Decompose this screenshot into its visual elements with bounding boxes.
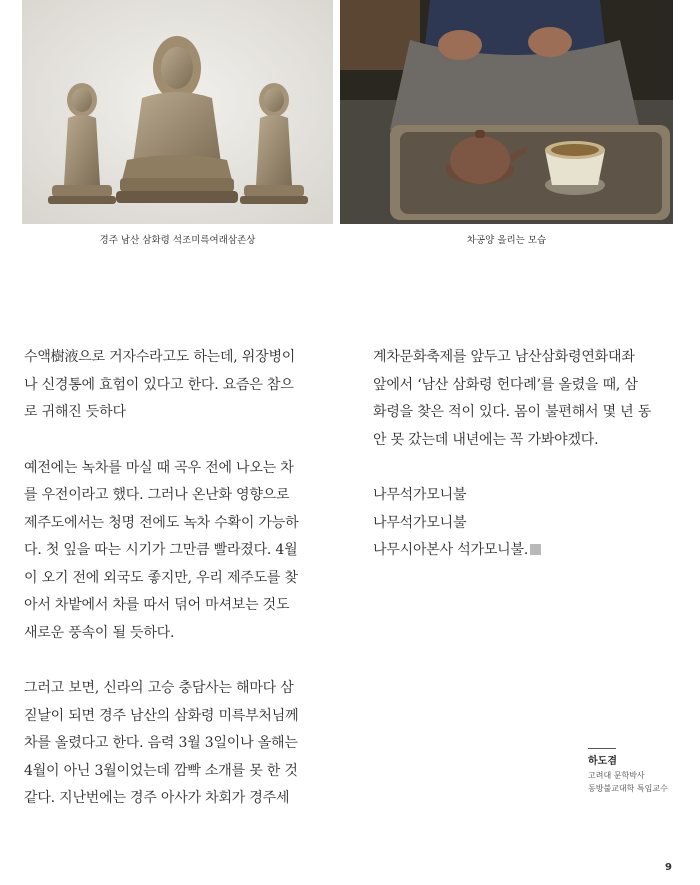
author-name: 하도겸 bbox=[588, 756, 617, 767]
body-line-last bbox=[373, 537, 651, 565]
right-photo-caption: 차공양 올리는 모습 bbox=[466, 235, 547, 246]
author-block bbox=[588, 748, 668, 795]
left-photo-caption: 경주 남산 삼화령 석조미륵여래삼존상 bbox=[99, 235, 256, 246]
body-line: 같다. 지난번에는 경주 아사가 차회가 경주세 bbox=[24, 790, 290, 806]
tea-cup bbox=[545, 141, 605, 195]
body-line: 아서 차밭에서 차를 따서 덖어 마셔보는 것도 bbox=[24, 597, 290, 613]
body-line: 나무석가모니불 bbox=[373, 514, 467, 531]
body-line: 제주도에서는 청명 전에도 녹차 수확이 가능하 bbox=[24, 514, 299, 531]
body-line: 4월이 아닌 3월이었는데 깜빡 소개를 못 한 것 bbox=[24, 762, 298, 779]
body-line: 이 오기 전에 외국도 좋지만, 우리 제주도를 찾 bbox=[24, 569, 298, 586]
body-line: 그러고 보면, 신라의 고승 충담사는 해마다 삼 bbox=[24, 680, 294, 696]
body-line: 안 못 갔는데 내년에는 꼭 가봐야겠다. bbox=[373, 431, 599, 448]
body-line: 나무석가모니불 bbox=[373, 487, 467, 503]
body-line: 짇날이 되면 경주 남산의 삼화령 미륵부처님께 bbox=[24, 707, 299, 724]
body-line: 차를 올렸다고 한다. 음력 3월 3일이나 올해는 bbox=[24, 735, 298, 751]
buddha-triad-photo bbox=[22, 0, 333, 224]
body-line: 앞에서 ‘남산 삼화령 헌다례’를 올렸을 때, 삼 bbox=[373, 376, 638, 393]
body-line: 예전에는 녹차를 마실 때 곡우 전에 나오는 차 bbox=[24, 459, 294, 476]
body-line: 나 신경통에 효험이 있다고 한다. 요즘은 참으 bbox=[24, 376, 294, 393]
body-line: 수액樹液으로 거자수라고도 하는데, 위장병이 bbox=[24, 349, 296, 365]
author-affiliation: 동방불교대학 특임교수 bbox=[588, 784, 668, 793]
body-line: 다. 첫 잎을 따는 시기가 그만큼 빨라졌다. 4월 bbox=[24, 542, 298, 558]
body-line: 로 귀해진 듯하다 bbox=[24, 404, 126, 420]
body-line: 계차문화축제를 앞두고 남산삼화령연화대좌 bbox=[373, 349, 635, 365]
tea-offering-photo bbox=[340, 0, 673, 224]
page-number: 9 bbox=[665, 862, 672, 873]
body-right-column bbox=[373, 344, 651, 565]
author-credential: 고려대 문학박사 bbox=[588, 771, 645, 780]
body-line: 새로운 풍속이 될 듯하다. bbox=[24, 624, 175, 641]
body-line: 를 우전이라고 했다. 그러나 온난화 영향으로 bbox=[24, 487, 290, 503]
body-line: 화령을 찾은 적이 있다. 몸이 불편해서 몇 년 동 bbox=[373, 404, 652, 420]
body-line-text: 나무시아본사 석가모니불. bbox=[373, 542, 529, 558]
author-divider bbox=[588, 748, 616, 749]
end-mark-icon bbox=[530, 544, 541, 555]
body-left-column bbox=[24, 344, 298, 813]
